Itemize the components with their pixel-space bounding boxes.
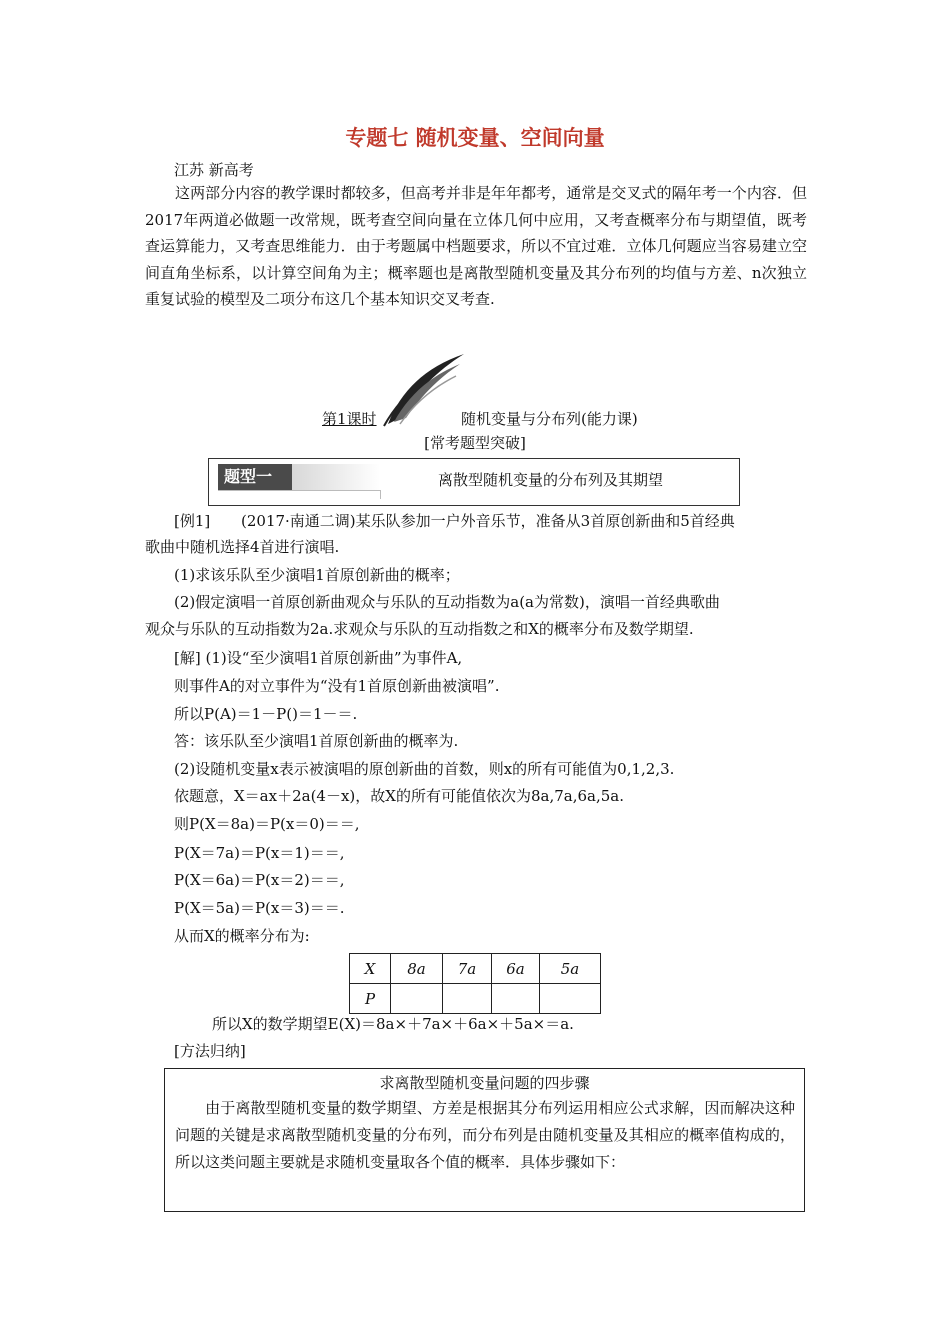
question-2-line2: 观众与乐队的互动指数为2a.求观众与乐队的互动指数之和X的概率分布及数学期望. xyxy=(145,620,694,638)
example-text-line2: 歌曲中随机选择4首进行演唱. xyxy=(145,538,340,556)
intro-paragraph xyxy=(145,180,807,313)
solution-line: 从而X的概率分布为: xyxy=(174,927,310,945)
lesson-name: 随机变量与分布列(能力课) xyxy=(461,410,638,428)
method-body xyxy=(175,1095,795,1176)
topic-title: 离散型随机变量的分布列及其期望 xyxy=(438,471,664,489)
topic-header-box xyxy=(208,458,740,506)
swoosh-logo-icon xyxy=(380,352,466,428)
solution-line: [解] (1)设“至少演唱1首原创新曲”为事件A, xyxy=(174,649,463,667)
solution-line: 依题意，X＝ax＋2a(4－x)，故X的所有可能值依次为8a,7a,6a,5a. xyxy=(174,787,624,805)
table-cell xyxy=(391,984,443,1014)
solution-line: P(X＝5a)＝P(x＝3)＝＝. xyxy=(174,899,345,917)
example-label: [例1] xyxy=(174,512,211,530)
table-cell: 8a xyxy=(391,954,443,984)
method-title: 求离散型随机变量问题的四步骤 xyxy=(379,1074,590,1092)
solution-line: 则事件A的对立事件为“没有1首原创新曲被演唱”. xyxy=(174,677,500,695)
table-cell: 5a xyxy=(540,954,601,984)
expectation-line: 所以X的数学期望E(X)＝8a×＋7a×＋6a×＋5a×＝a. xyxy=(212,1015,574,1033)
method-summary-box xyxy=(164,1068,805,1212)
method-label: [方法归纳] xyxy=(174,1042,246,1060)
question-1: (1)求该乐队至少演唱1首原创新曲的概率； xyxy=(174,566,460,584)
topic-tag: 题型一 xyxy=(218,464,292,490)
solution-line: P(X＝6a)＝P(x＝2)＝＝, xyxy=(174,871,345,889)
region-label: 江苏 新高考 xyxy=(174,161,254,179)
table-cell xyxy=(492,984,540,1014)
solution-line: 答：该乐队至少演唱1首原创新曲的概率为. xyxy=(174,732,459,750)
section-label: [常考题型突破] xyxy=(424,434,526,452)
table-cell: 6a xyxy=(492,954,540,984)
distribution-table xyxy=(349,953,601,1014)
method-body-text: 由于离散型随机变量的数学期望、方差是根据其分布列运用相应公式求解，因而解决这种问题的关键是求离散型随机变量的分布列，而分布列是由随机变量及其相应的概率值构成的，所以这类问题主要就是求随机变量取各个值的概率．具体步骤如下： xyxy=(175,1099,795,1171)
lesson-number: 第1课时 xyxy=(322,410,377,428)
table-cell: 7a xyxy=(443,954,492,984)
solution-line: 则P(X＝8a)＝P(x＝0)＝＝, xyxy=(174,815,360,833)
question-2-line1: (2)假定演唱一首原创新曲观众与乐队的互动指数为a(a为常数)，演唱一首经典歌曲 xyxy=(174,593,720,611)
solution-line: 所以P(A)＝1－P()＝1－＝. xyxy=(174,705,358,723)
page-title: 专题七 随机变量、空间向量 xyxy=(345,126,605,150)
table-row xyxy=(350,984,601,1014)
example-text-line1: (2017·南通二调)某乐队参加一户外音乐节，准备从3首原创新曲和5首经典 xyxy=(241,512,735,530)
table-cell: P xyxy=(350,984,391,1014)
table-row xyxy=(350,954,601,984)
table-cell xyxy=(443,984,492,1014)
topic-tab-underline xyxy=(218,490,381,499)
solution-line: P(X＝7a)＝P(x＝1)＝＝, xyxy=(174,844,345,862)
table-cell: X xyxy=(350,954,391,984)
topic-tab-fade xyxy=(292,464,380,490)
table-cell xyxy=(540,984,601,1014)
solution-line: (2)设随机变量x表示被演唱的原创新曲的首数，则x的所有可能值为0,1,2,3. xyxy=(174,760,675,778)
intro-text: 这两部分内容的教学课时都较多，但高考并非是年年都考，通常是交叉式的隔年考一个内容．但2017年两道必做题一改常规，既考查空间向量在立体几何中应用，又考查概率分布与期望值，既考查运算能力，又考查思维能力．由于考题属中档题要求，所以不宜过难．立体几何题应当容易建立空间直角坐标系，以计算空间角为主；概率题也是离散型随机变量及其分布列的均值与方差、n次独立重复试验的模型及二项分布这几个基本知识交叉考查. xyxy=(145,184,807,308)
